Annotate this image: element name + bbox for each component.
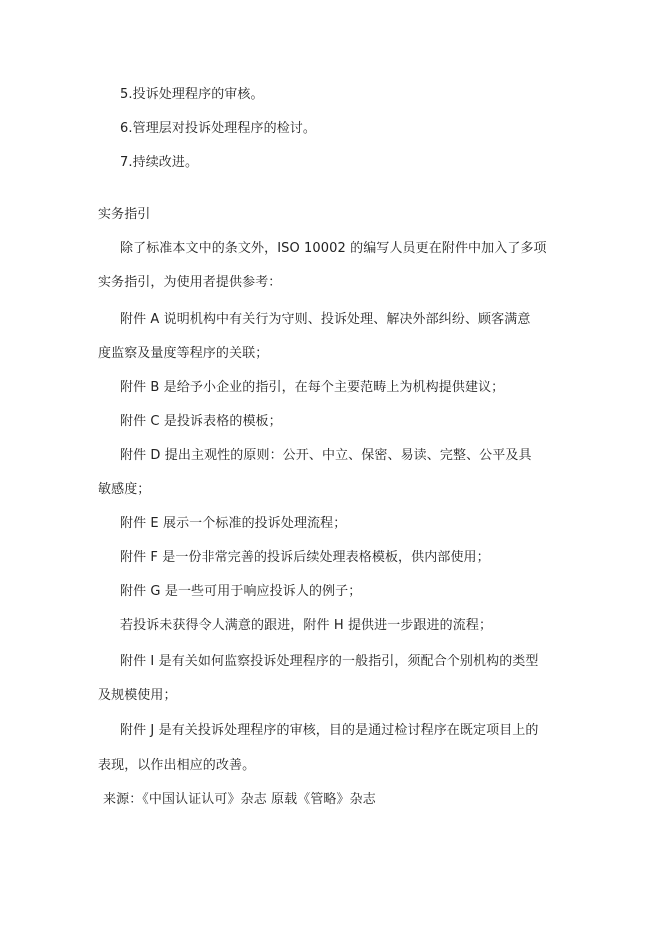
annex-i-line-1: 附件 I 是有关如何监察投诉处理程序的一般指引，须配合个别机构的类型: [120, 654, 539, 669]
annex-a-line-2: 度监察及量度等程序的关联；: [98, 346, 269, 361]
annex-j-line-1: 附件 J 是有关投诉处理程序的审核，目的是通过检讨程序在既定项目上的: [120, 723, 539, 738]
list-item-6: 6.管理层对投诉处理程序的检讨。: [120, 121, 317, 136]
annex-i-line-2: 及规模使用；: [98, 688, 177, 703]
paragraph-intro-line-1: 除了标准本文中的条文外，ISO 10002 的编写人员更在附件中加入了多项: [120, 241, 547, 256]
annex-c: 附件 C 是投诉表格的模板；: [120, 414, 282, 429]
annex-d-line-1: 附件 D 提出主观性的原则：公开、中立、保密、易读、完整、公平及具: [120, 448, 532, 463]
source-line: 来源：《中国认证认可》杂志 原载《管略》杂志: [103, 792, 376, 807]
annex-g: 附件 G 是一些可用于响应投诉人的例子；: [120, 584, 362, 599]
annex-j-line-2: 表现，以作出相应的改善。: [98, 758, 256, 773]
list-item-5: 5.投诉处理程序的审核。: [120, 87, 264, 102]
annex-h: 若投诉未获得令人满意的跟进，附件 H 提供进一步跟进的流程；: [120, 618, 493, 633]
section-heading: 实务指引: [98, 207, 151, 222]
annex-b: 附件 B 是给予小企业的指引，在每个主要范畴上为机构提供建议；: [120, 380, 505, 395]
list-item-7: 7.持续改进。: [120, 155, 199, 170]
annex-e: 附件 E 展示一个标准的投诉处理流程；: [120, 516, 347, 531]
annex-f: 附件 F 是一份非常完善的投诉后续处理表格模板，供内部使用；: [120, 550, 490, 565]
paragraph-intro-line-2: 实务指引，为使用者提供参考：: [98, 275, 282, 290]
annex-a-line-1: 附件 A 说明机构中有关行为守则、投诉处理、解决外部纠纷、顾客满意: [120, 312, 531, 327]
annex-d-line-2: 敏感度；: [98, 482, 151, 497]
